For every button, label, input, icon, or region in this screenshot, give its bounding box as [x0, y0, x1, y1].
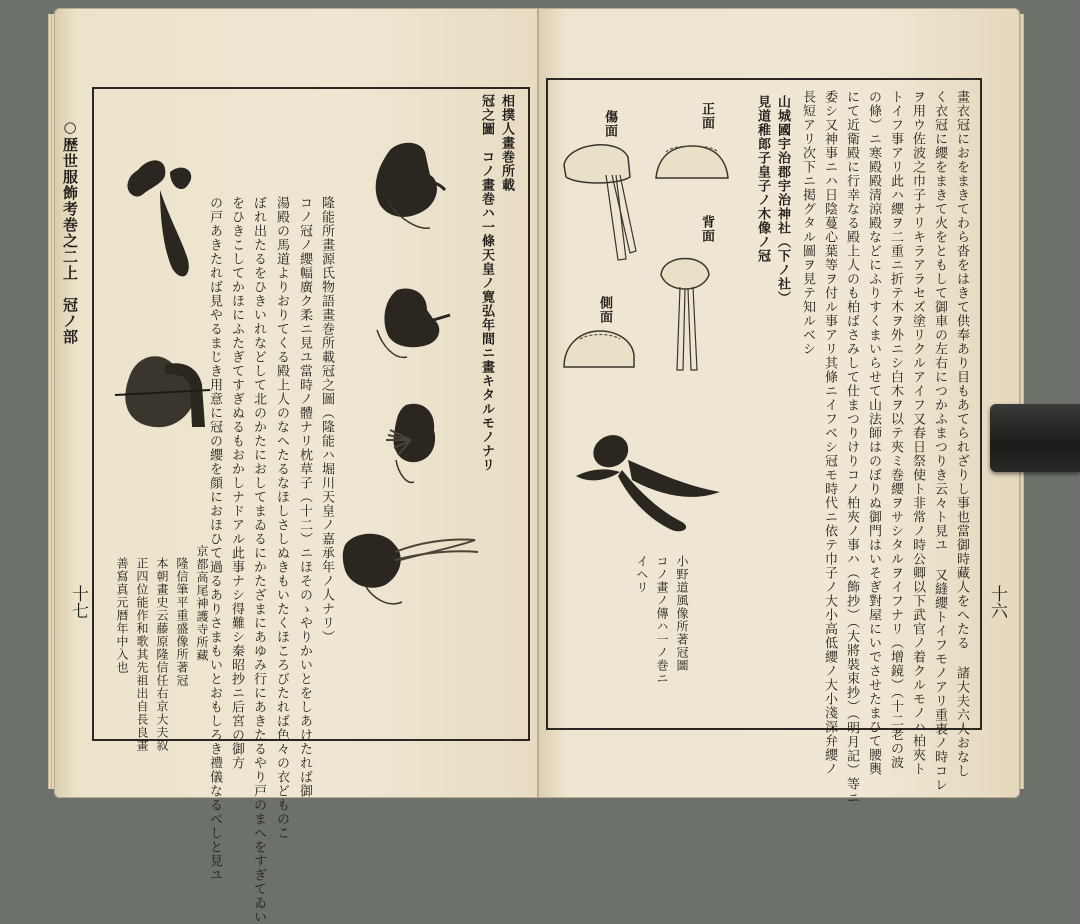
right-body-line-5: の條）ニ寒殿殿清涼殿などにふりすくまいらせて山法師はのぼりぬ御門はいそぎ對屋にいでさせたまひて腰輿 [866, 90, 881, 776]
right-body-line-1: 畫衣冠におをまきてわら沓をはきて供奉あり目もあてられざりし事也當御時藏人をへたる 諸大夫六人おなし [954, 90, 969, 778]
shrine-subtitle: 見道稚郎子皇子ノ木像ノ冠 [755, 95, 770, 263]
running-head: ○歴世服飾考巻之二上 冠ノ部 [61, 118, 79, 345]
right-body-line-4: トイフ事アリ此ハ纓ヲ二重ニ折テ木ヲ外ニシ白木ヲ以テ夾ミ巻纓ヲサシタルヲイフナリ（增鏡）（十二老の波 [888, 90, 903, 770]
court-cap-figure-2 [372, 285, 457, 370]
bottom-caption-1: 小野道風像所著冠圖 [675, 555, 689, 672]
body-line-2: コノ冠ノ纓幅廣ク柔ニ見ユ當時ノ體ナリ枕草子（十二）ニほそのゝやりかいとをしあけたれば御 [297, 196, 312, 798]
court-cap-figure-1 [370, 140, 450, 235]
caption-line-3: 本朝畫史云藤原隆信任右京大夫叙 [155, 557, 169, 752]
left-page-number: 十七 [68, 585, 88, 619]
body-line-6: の戸あきたれば見やるまじき用意に冠の纓を顔におほひて過るありさまもいとおもしろき禮儀なるべしと見ユ [207, 196, 222, 882]
cap-front-view [652, 140, 732, 185]
right-body-line-8: 長短アリ次下ニ掲グタル圖ヲ見テ知ルベシ [800, 90, 815, 356]
caption-line-2: 隆信筆平重盛像所著冠 [175, 557, 189, 687]
section-subheading: 冠之圖 コノ畫巻ハ一條天皇ノ寛弘年間ニ畫キタルモノナリ [479, 94, 494, 472]
streamer-cap-figure [340, 530, 480, 610]
section-heading: 相撲人畫巻所載 [499, 94, 514, 192]
label-side: 側面 [597, 296, 612, 324]
right-body-line-2: く衣冠に纓をまきて火をともして御車の左右につかふまつりき云々ト見ユ 又縫纓トイフモノアリ重衷ノ時コレ [932, 90, 947, 792]
caption-line-5: 善寫真元暦年中入也 [115, 557, 129, 674]
right-body-line-6: にて近衛殿に行幸なる殿上人のも柏ばさみして仕まつりけりコノ柏夾ノ事ハ（飾抄）（大將裝束抄）（明月記）等ニ [844, 90, 859, 805]
caption-line-1: 京都高尾神護寺所藏 [195, 545, 209, 662]
right-page-number: 十六 [987, 585, 1007, 619]
fan-cap-figure [376, 400, 448, 490]
bottom-caption-3: イヘリ [635, 555, 649, 594]
ribbon-crown-figure [572, 430, 722, 535]
shrine-title: 山城國宇治郡宇治神社（下ノ社） [775, 95, 790, 305]
body-line-1: 隆能所畫源氏物語畫巻所載冠之圖（隆能ハ堀川天皇ノ嘉承年ノ人ナリ） [319, 196, 334, 644]
label-back: 背面 [699, 215, 714, 243]
bottom-caption-2: コノ畫ノ傳ハ一ノ巻ニ [655, 555, 669, 685]
binder-clip [990, 404, 1080, 472]
label-oblique: 傷面 [602, 110, 617, 138]
caption-line-4: 正四位能作和歌其先祖出自長良畫 [135, 557, 149, 752]
body-line-3: 湯殿の馬道よりおりてくる殿上人のなへたるなほしさしぬきもいたくほころびたれば色々の衣どものこ [274, 196, 289, 840]
body-line-5: をひきこしてかほにふたぎてすぎぬるもおかしナドアル此事ナシ得難シ秦昭抄ニ后宮の御方 [229, 196, 244, 770]
right-body-line-7: 委シ又神事ニハ日陰蔓心葉等ヲ付ル事アリ其條ニイフベシ冠モ時代ニ依テ巾子ノ大小高低纓ノ大小淺深弁纓ノ [822, 90, 837, 776]
label-front: 正面 [699, 102, 714, 130]
cap-back-view [655, 245, 715, 375]
cap-oblique-view [558, 135, 648, 265]
right-body-line-3: ヲ用ウ佐波之巾子ナリキラアラセズ塗リクルアイフ又春日祭使ト非常ノ時公卿以下武官ノ着クルモノハ柏夾ト [910, 90, 925, 776]
folded-cap-figure [110, 345, 220, 435]
cap-side-view [560, 325, 640, 375]
body-line-4: ぼれ出たるをひきいれなどして北のかたにおしてまゐるにかたざまにあゆみ行にあきたるやり戸のまへをすぎてゐい [251, 196, 266, 924]
cap-ribbons-figure [120, 150, 210, 290]
